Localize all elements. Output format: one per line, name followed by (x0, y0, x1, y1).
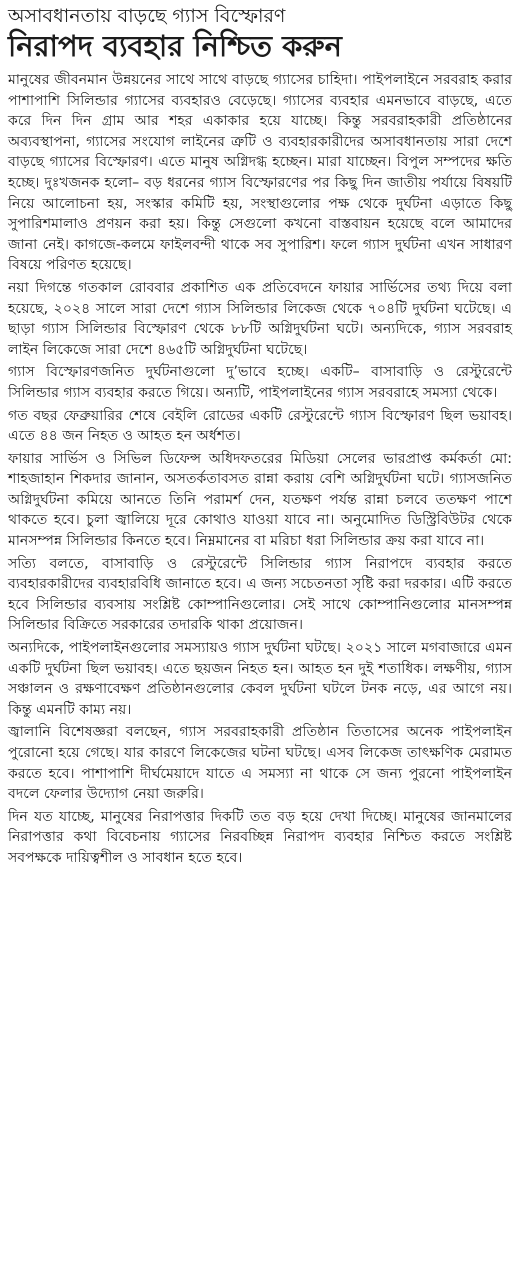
article-headline: নিরাপদ ব্যবহার নিশ্চিত করুন (8, 29, 342, 63)
body-paragraph-8: জ্বালানি বিশেষজ্ঞরা বলছেন, গ্যাস সরবরাহকারী প্রতিষ্ঠান তিতাসের অনেক পাইপলাইন পুরোনো হয়ে গেছে। যার কারণে লিকেজের ঘটনা ঘটছে। এসব লিকেজ তাৎক্ষণিক মেরামত করতে হবে। পাশাপাশি দীর্ঘমেয়াদে যাতে এ সমস্যা না থাকে সে জন্য পুরনো পাইপলাইন বদলে ফেলার উদ্যোগ নেয়া জরুরি। (8, 724, 512, 803)
body-paragraph-9: দিন যত যাচ্ছে, মানুষের নিরাপত্তার দিকটি তত বড় হয়ে দেখা দিচ্ছে। মানুষের জানমালের নিরাপত্তার কথা বিবেচনায় গ্যাসের নিরবচ্ছিন্ন নিরাপদ ব্যবহার নিশ্চিত করতে সংশ্লিষ্ট সবপক্ষকে দায়িত্বশীল ও সাবধান হতে হবে। (8, 808, 512, 866)
body-paragraph-1: মানুষের জীবনমান উন্নয়নের সাথে সাথে বাড়ছে গ্যাসের চাহিদা। পাইপলাইনে সরবরাহ করার পাশাপাশি সিলিন্ডার গ্যাসের ব্যবহারও বেড়েছে। গ্যাসের ব্যবহার এমনভাবে বাড়ছে, এতে করে দিন দিন গ্রাম আর শহর একাকার হয়ে যাচ্ছে। কিন্তু সরবরাহকারী প্রতিষ্ঠানের অব্যবস্থাপনা, গ্যাসের সংযোগ লাইনের ত্রুটি ও ব্যবহারকারীদের অসাবধানতায় সারা দেশে বাড়ছে গ্যাসের বিস্ফোরণ। এতে মানুষ অগ্নিদগ্ধ হচ্ছেন। মারা যাচ্ছেন। বিপুল সম্পদের ক্ষতি হচ্ছে। দুঃখজনক হলো– বড় ধরনের গ্যাস বিস্ফোরণের পর কিছু দিন জাতীয় পর্যায়ে বিষয়টি নিয়ে আলোচনা হয়, সংস্কার কমিটি হয়, সংস্থাগুলোর পক্ষ থেকে দুর্ঘটনা এড়াতে কিছু সুপারিশমালাও প্রণয়ন করা হয়। কিন্তু সেগুলো কখনো বাস্তবায়ন হয়েছে বলে আমাদের জানা নেই। কাগজে-কলমে ফাইলবন্দী থাকে সব সুপারিশ। ফলে গ্যাস দুর্ঘটনা এখন সাধারণ বিষয়ে পরিণত হয়েছে। (8, 72, 512, 274)
body-paragraph-6: সত্যি বলতে, বাসাবাড়ি ও রেস্টুরেন্টে সিলিন্ডার গ্যাস নিরাপদে ব্যবহার করতে ব্যবহারকারীদের ব্যবহারবিধি জানাতে হবে। এ জন্য সচেতনতা সৃষ্টি করা দরকার। এটি করতে হবে সিলিন্ডার ব্যবসায় সংশ্লিষ্ট কোম্পানিগুলোর। সেই সাথে কোম্পানিগুলোর মানসম্পন্ন সিলিন্ডার বিক্রিতে সরকারের তদারকি থাকা প্রয়োজন। (8, 555, 512, 634)
body-paragraph-3: গ্যাস বিস্ফোরণজনিত দুর্ঘটনাগুলো দু’ভাবে হচ্ছে। একটি– বাসাবাড়ি ও রেস্টুরেন্টে সিলিন্ডার গ্যাস ব্যবহার করতে গিয়ে। অন্যটি, পাইপলাইনের গ্যাস সরবরাহে সমস্যা থেকে। (8, 364, 512, 401)
article-body (8, 70, 512, 869)
body-paragraph-4: গত বছর ফেব্রুয়ারির শেষে বেইলি রোডের একটি রেস্টুরেন্টে গ্যাস বিস্ফোরণ ছিল ভয়াবহ। এতে ৪৪ জন নিহত ও আহত হন অর্ধশত। (8, 407, 512, 445)
body-paragraph-7: অন্যদিকে, পাইপলাইনগুলোর সমস্যায়ও গ্যাস দুর্ঘটনা ঘটছে। ২০২১ সালে মগবাজারে এমন একটি দুর্ঘটনা ছিল ভয়াবহ। এতে ছয়জন নিহত হন। আহত হন দুই শতাধিক। লক্ষণীয়, গ্যাস সঞ্চালন ও রক্ষণাবেক্ষণ প্রতিষ্ঠানগুলোর কেবল দুর্ঘটনা ঘটলে টনক নড়ে, এর আগে নয়। কিন্তু এমনটি কাম্য নয়। (8, 640, 512, 718)
article-kicker: অসাবধানতায় বাড়ছে গ্যাস বিস্ফোরণ (8, 5, 286, 27)
body-paragraph-5: ফায়ার সার্ভিস ও সিভিল ডিফেন্স অধিদফতরের মিডিয়া সেলের ভারপ্রাপ্ত কর্মকর্তা মো: শাহজাহান শিকদার জানান, অসতর্কতাবসত রান্না করায় বেশি অগ্নিদুর্ঘটনা ঘটে। গ্যাসজনিত অগ্নিদুর্ঘটনা কমিয়ে আনতে তিনি পরামর্শ দেন, যতক্ষণ পর্যন্ত রান্না চলবে ততক্ষণ পাশে থাকতে হবে। চুলা জ্বালিয়ে দূরে কোথাও যাওয়া যাবে না। অনুমোদিত ডিস্ট্রিবিউটর থেকে মানসম্পন্ন সিলিন্ডার কিনতে হবে। নিম্নমানের বা মরিচা ধরা সিলিন্ডার ক্রয় করা যাবে না। (8, 450, 512, 550)
body-paragraph-2: নয়া দিগন্তে গতকাল রোববার প্রকাশিত এক প্রতিবেদনে ফায়ার সার্ভিসের তথ্য দিয়ে বলা হয়েছে, ২০২৪ সালে সারা দেশে গ্যাস সিলিন্ডার লিকেজ থেকে ৭০৪টি দুর্ঘটনা ঘটেছে। এ ছাড়া গ্যাস সিলিন্ডার বিস্ফোরণ থেকে ৮৮টি অগ্নিদুর্ঘটনা ঘটে। অন্যদিকে, গ্যাস সরবরাহ লাইন লিকেজে সারা দেশে ৪৬৫টি অগ্নিদুর্ঘটনা ঘটেছে। (8, 279, 512, 358)
